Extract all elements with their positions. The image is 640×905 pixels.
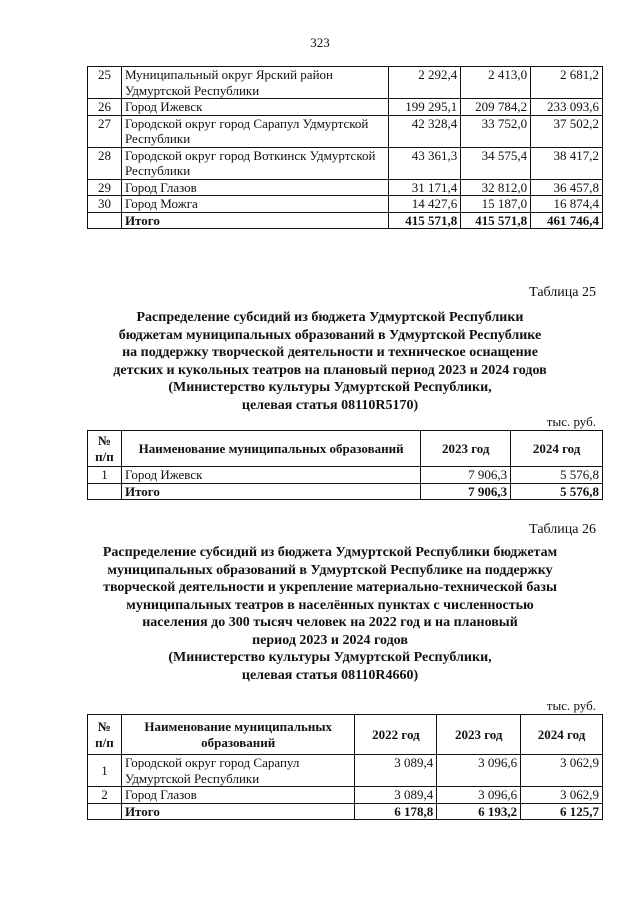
table-26	[87, 714, 603, 820]
col-header-name: Наименование муниципальных образований	[121, 431, 420, 467]
table-row: 27 Городской округ город Сарапул Удмуртской Республики 42 328,4 33 752,0 37 502,2	[88, 115, 603, 147]
table-25-title: Распределение субсидий из бюджета Удмуртской Республики бюджетам муниципальных образований в Удмуртской Республике на поддержку творческой деятельности и техническое оснащение детских и кукольных театров на плановый период 2023 и 2024 годов (Министерство культуры Удмуртской Республики, целевая статья 08110R5170)	[113, 310, 547, 413]
table-row: 1 Городской округ город Сарапул Удмуртской Республики 3 089,4 3 096,6 3 062,9	[88, 755, 603, 787]
table-25	[87, 430, 603, 500]
table-26-title: Распределение субсидий из бюджета Удмуртской Республики бюджетам муниципальных образований в Удмуртской Республике на поддержку творческой деятельности и укрепление материально-технической базы муниципальных театров в населённых пунктах с численностью населения до 300 тысяч человек на 2022 год и на плановый период 2023 и 2024 годов (Министерство культуры Удмуртской Республики, целевая статья 08110R4660)	[102, 545, 558, 683]
table-row: 2 Город Глазов 3 089,4 3 096,6 3 062,9	[88, 787, 603, 804]
col-header-2022: 2022 год	[355, 715, 437, 755]
page-number: 323	[310, 35, 330, 50]
table-25-label: Таблица 25	[529, 285, 596, 300]
table-total-row: Итого 6 178,8 6 193,2 6 125,7	[88, 803, 603, 820]
col-header-no: № п/п	[88, 715, 122, 755]
table-row: 30 Город Можга 14 427,6 15 187,0 16 874,4	[88, 196, 603, 213]
col-header-no: № п/п	[88, 431, 122, 467]
table-total-row: Итого 7 906,3 5 576,8	[88, 483, 603, 500]
table-row: 28 Городской округ город Воткинск Удмуртской Республики 43 361,3 34 575,4 38 417,2	[88, 147, 603, 179]
col-header-2023: 2023 год	[421, 431, 511, 467]
table-25-unit: тыс. руб.	[546, 414, 596, 429]
table-header-row	[88, 715, 603, 755]
table-26-unit: тыс. руб.	[546, 698, 596, 713]
col-header-2024: 2024 год	[511, 431, 603, 467]
table-total-row: Итого 415 571,8 415 571,8 461 746,4	[88, 212, 603, 229]
table-header-row	[88, 431, 603, 467]
table-row: 29 Город Глазов 31 171,4 32 812,0 36 457,8	[88, 179, 603, 196]
table-row: 1 Город Ижевск 7 906,3 5 576,8	[88, 467, 603, 484]
table-row: 26 Город Ижевск 199 295,1 209 784,2 233 093,6	[88, 99, 603, 116]
table-26-label: Таблица 26	[529, 522, 596, 537]
col-header-2024: 2024 год	[521, 715, 603, 755]
table-row: 25 Муниципальный округ Ярский район Удмуртской Республики 2 292,4 2 413,0 2 681,2	[88, 67, 603, 99]
col-header-2023: 2023 год	[437, 715, 521, 755]
col-header-name: Наименование муниципальных образований	[121, 715, 355, 755]
table-24-continuation	[87, 66, 603, 229]
